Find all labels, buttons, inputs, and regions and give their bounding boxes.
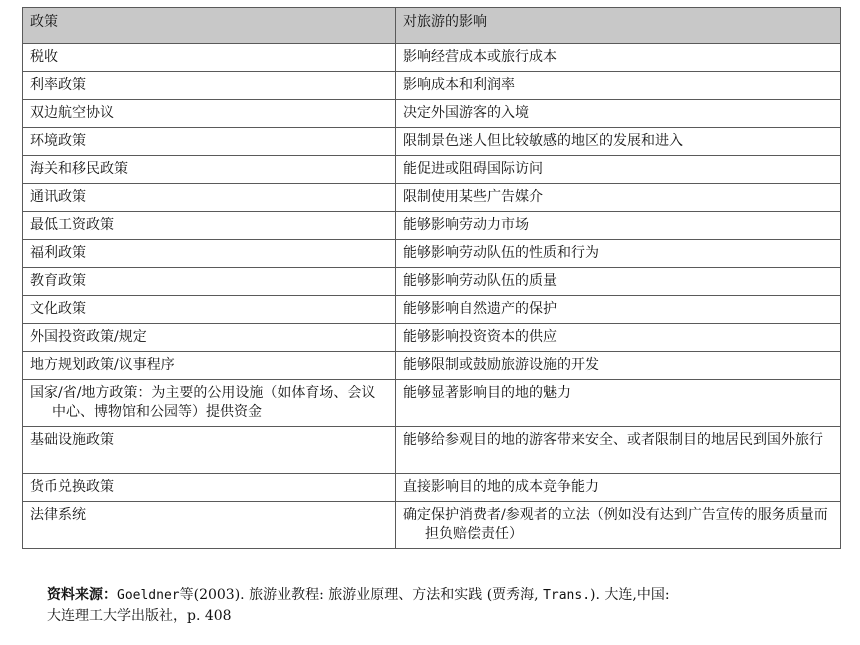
policy-cell	[23, 380, 396, 427]
policy-cell	[23, 240, 396, 268]
policy-cell	[23, 474, 396, 502]
policy-cell	[23, 296, 396, 324]
policy-cell	[23, 268, 396, 296]
impact-cell	[396, 380, 841, 427]
impact-cell	[396, 268, 841, 296]
table-row	[23, 296, 841, 324]
impact-cell	[396, 502, 841, 549]
policy-text: 基础设施政策	[30, 432, 114, 448]
impact-text: 能够影响投资资本的供应	[403, 329, 557, 345]
impact-cell	[396, 212, 841, 240]
policy-cell	[23, 352, 396, 380]
table-row	[23, 128, 841, 156]
impact-cell	[396, 427, 841, 474]
table-row	[23, 44, 841, 72]
policy-text: 外国投资政策/规定	[30, 329, 147, 345]
table-row	[23, 380, 841, 427]
impact-text: 影响经营成本或旅行成本	[403, 49, 557, 65]
impact-cell	[396, 156, 841, 184]
impact-text: 限制使用某些广告媒介	[403, 189, 543, 205]
impact-cell	[396, 72, 841, 100]
impact-text: 能够影响劳动力市场	[403, 217, 529, 233]
policy-cell	[23, 156, 396, 184]
policy-text: 双边航空协议	[30, 105, 114, 121]
table-row	[23, 72, 841, 100]
table-row	[23, 212, 841, 240]
table-row	[23, 352, 841, 380]
policy-text: 最低工资政策	[30, 217, 114, 233]
policy-cell	[23, 502, 396, 549]
source-author: Goeldner	[117, 588, 180, 603]
policy-text: 利率政策	[30, 77, 86, 93]
table-row	[23, 324, 841, 352]
impact-text: 能够影响劳动队伍的质量	[403, 273, 557, 289]
impact-cell	[396, 100, 841, 128]
table-row	[23, 474, 841, 502]
table-row	[23, 427, 841, 474]
table-row	[23, 268, 841, 296]
policy-cell	[23, 100, 396, 128]
policy-cell	[23, 184, 396, 212]
impact-text: 能够限制或鼓励旅游设施的开发	[403, 357, 599, 373]
policy-text: 文化政策	[30, 301, 86, 317]
impact-cell	[396, 324, 841, 352]
policy-text: 通讯政策	[30, 189, 86, 205]
policy-text: 海关和移民政策	[30, 161, 128, 177]
impact-cell	[396, 128, 841, 156]
policy-text: 国家/省/地方政策：为主要的公用设施（如体育场、会议中心、博物馆和公园等）提供资金	[30, 385, 376, 420]
impact-text: 直接影响目的地的成本竞争能力	[403, 479, 599, 495]
policy-text: 法律系统	[30, 507, 86, 523]
policy-text: 环境政策	[30, 133, 86, 149]
source-text-part2: ). 大连,中国:	[590, 587, 670, 603]
table-row	[23, 156, 841, 184]
impact-text: 能促进或阻碍国际访问	[403, 161, 543, 177]
impact-text: 确定保护消费者/参观者的立法（例如没有达到广告宣传的服务质量而担负赔偿责任）	[403, 507, 828, 542]
policy-cell	[23, 427, 396, 474]
impact-cell	[396, 240, 841, 268]
table-row	[23, 100, 841, 128]
policy-text: 税收	[30, 49, 58, 65]
impact-text: 影响成本和利润率	[403, 77, 515, 93]
impact-cell	[396, 296, 841, 324]
impact-cell	[396, 474, 841, 502]
policy-cell	[23, 212, 396, 240]
table-row	[23, 502, 841, 549]
impact-text: 决定外国游客的入境	[403, 105, 529, 121]
policy-cell	[23, 324, 396, 352]
source-publisher: 大连理工大学出版社，p. 408	[47, 608, 232, 624]
impact-cell	[396, 352, 841, 380]
policy-text: 福利政策	[30, 245, 86, 261]
impact-cell	[396, 184, 841, 212]
policy-cell	[23, 72, 396, 100]
impact-text: 能够给参观目的地的游客带来安全、或者限制目的地居民到国外旅行	[403, 432, 823, 448]
policy-text: 教育政策	[30, 273, 86, 289]
table-row	[23, 240, 841, 268]
impact-text: 能够显著影响目的地的魅力	[403, 385, 571, 401]
impact-text: 限制景色迷人但比较敏感的地区的发展和进入	[403, 133, 683, 149]
policy-text: 货币兑换政策	[30, 479, 114, 495]
policy-impact-table-container	[22, 7, 840, 549]
policy-impact-table	[22, 7, 841, 549]
table-header-row	[23, 8, 841, 44]
policy-cell	[23, 44, 396, 72]
source-text-part1: 等(2003). 旅游业教程: 旅游业原理、方法和实践 (贾秀海,	[179, 587, 544, 603]
policy-cell	[23, 128, 396, 156]
policy-text: 地方规划政策/议事程序	[30, 357, 175, 373]
header-impact: 对旅游的影响	[396, 8, 841, 44]
impact-text: 能够影响劳动队伍的性质和行为	[403, 245, 599, 261]
source-citation	[47, 585, 827, 626]
source-label: 资料来源：	[47, 587, 117, 603]
impact-cell	[396, 44, 841, 72]
source-trans: Trans.	[543, 588, 591, 603]
table-row	[23, 184, 841, 212]
impact-text: 能够影响自然遗产的保护	[403, 301, 557, 317]
header-policy: 政策	[23, 8, 396, 44]
